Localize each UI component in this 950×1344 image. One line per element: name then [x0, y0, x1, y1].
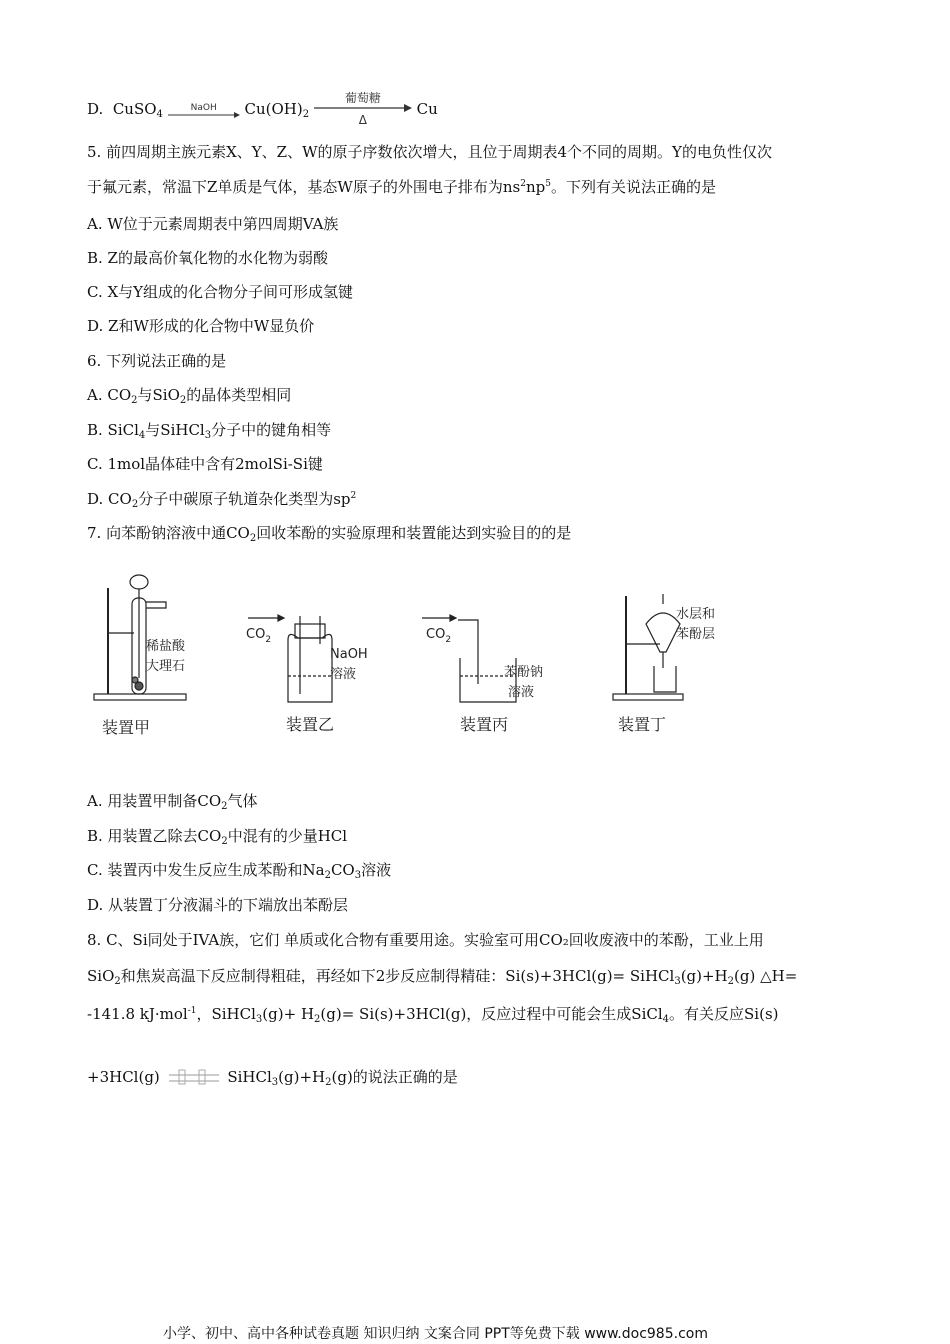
- app-c-label1: 苯酚钠: [504, 665, 544, 680]
- q8-line1: 8. C、Si同处于IVA族，它们 单质或化合物有重要用途。实验室可用CO₂回收废液中的苯酚，工业上用: [87, 931, 764, 949]
- q7-option-d: D. 从装置丁分液漏斗的下端放出苯酚层: [87, 896, 349, 914]
- q5-option-b: B. Z的最高价氧化物的水化物为弱酸: [87, 249, 328, 267]
- app-b-caption: 装置乙: [286, 715, 335, 734]
- app-a-label1: 稀盐酸: [146, 639, 186, 654]
- equilibrium-arrow-icon: [165, 1068, 223, 1088]
- app-a-caption: 装置甲: [102, 718, 151, 737]
- app-b-label2: 溶液: [330, 667, 357, 682]
- q7-stem: 7. 向苯酚钠溶液中通$CO_2$回收苯酚的实验原理和装置能达到实验目的的是: [87, 524, 572, 544]
- q8-line2: SiO$_2$和焦炭高温下反应制得粗硅，再经如下2步反应制得精硅：$Si(s)+3HCl(g)= SiHCl_3(g)+H_2(g)$ △H=: [87, 967, 798, 987]
- page-footer: 小学、初中、高中各种试卷真题 知识归纳 文案合同 PPT等免费下载 www.doc985.com: [163, 1326, 708, 1342]
- q6-option-a: A. $CO_2$与SiO$_2$的晶体类型相同: [87, 386, 292, 406]
- reaction-arrow-1: NaOH: [168, 100, 240, 120]
- app-b-gas: $CO_2$: [246, 627, 272, 645]
- q5-option-a: A. W位于元素周期表中第四周期VA族: [87, 215, 339, 233]
- app-c-gas: $CO_2$: [426, 627, 452, 645]
- q4-option-d: D. CuSO$_4$ NaOH $Cu(OH)_2$ 葡萄糖 Δ Cu: [87, 91, 438, 127]
- q5-option-c: C. X与Y组成的化合物分子间可形成氢键: [87, 283, 354, 301]
- q5-option-d: D. Z和W形成的化合物中W显负价: [87, 317, 315, 335]
- q7-option-b: B. 用装置乙除去$CO_2$中混有的少量HCl: [87, 827, 348, 847]
- q7-option-a: A. 用装置甲制备$CO_2$气体: [87, 792, 258, 812]
- app-c-caption: 装置丙: [460, 715, 509, 734]
- q6-option-b: B. SiCl$_4$与SiHCl$_3$分子中的键角相等: [87, 421, 332, 441]
- apparatus-figure: [88, 568, 748, 748]
- app-d-label1: 水层和: [676, 607, 716, 622]
- app-c-label2: 溶液: [508, 685, 535, 700]
- q7-option-c: C. 装置丙中发生反应生成苯酚和$Na_2CO_3$溶液: [87, 861, 392, 881]
- apparatus-d: [613, 594, 683, 700]
- app-d-label2: 苯酚层: [676, 627, 716, 642]
- q6-stem: 6. 下列说法正确的是: [87, 352, 227, 370]
- q6-option-d: D. $CO_2$分子中碳原子轨道杂化类型为$sp^2$: [87, 490, 357, 510]
- q8-line3: -141.8 kJ·mol$^{-1}$，SiHCl$_3$(g)+ $H_2(g)= Si(s)+3HCl(g)$，反应过程中可能会生成SiCl$_4$。有关反应Si(s): [87, 1005, 779, 1025]
- apparatus-a: [94, 575, 186, 700]
- q8-line4: +3HCl(g) $SiHCl_3(g)+H_2(g)$的说法正确的是: [87, 1068, 458, 1088]
- app-d-caption: 装置丁: [618, 715, 667, 734]
- app-a-label2: 大理石: [146, 659, 186, 674]
- app-b-label1: NaOH: [330, 647, 368, 662]
- reaction-arrow-2: 葡萄糖 Δ: [314, 94, 412, 126]
- q6-option-c: C. 1mol晶体硅中含有2molSi-Si键: [87, 455, 323, 473]
- q5-stem-line2: 于氟元素，常温下Z单质是气体，基态W原子的外围电子排布为$ns^2np^5$。下列有关说法正确的是: [87, 178, 716, 196]
- q5-stem-line1: 5. 前四周期主族元素X、Y、Z、W的原子序数依次增大，且位于周期表4个不同的周期。Y的电负性仅次: [87, 143, 772, 161]
